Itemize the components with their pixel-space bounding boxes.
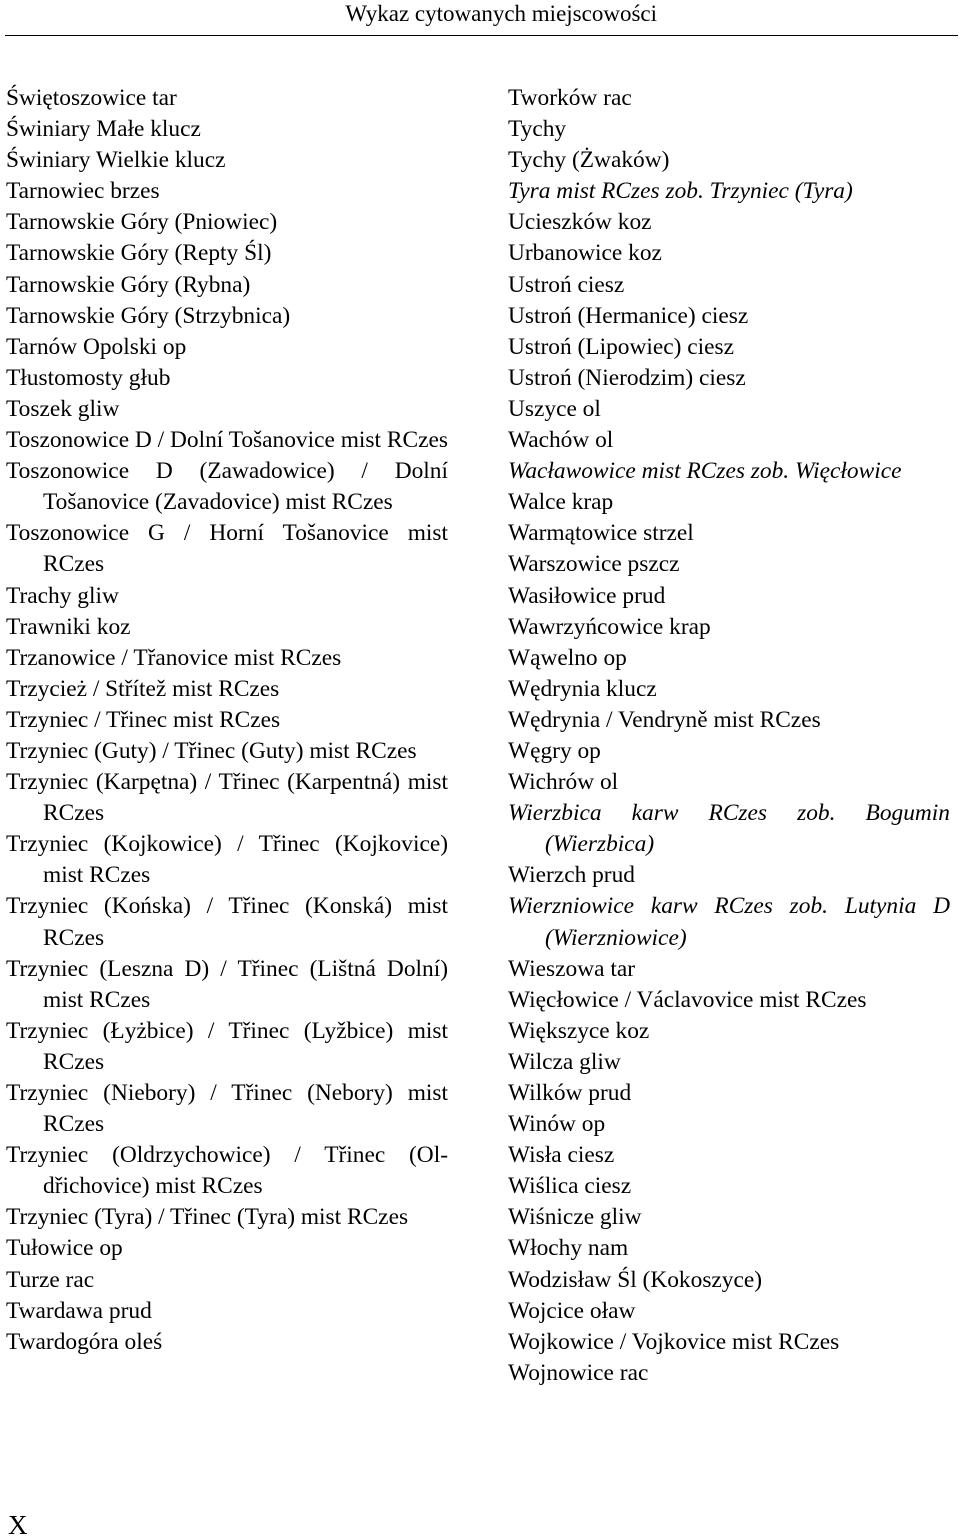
index-entry: Wojnowice rac bbox=[508, 1359, 649, 1386]
index-entry: Trzyniec (Leszna D) / Třinec (Lištná Dolní) mist RCzes bbox=[6, 955, 448, 1013]
index-entry: Świętoszowice tar bbox=[6, 85, 177, 111]
index-entry: Ustroń (Hermanice) ciesz bbox=[508, 302, 749, 329]
index-entry: Wieszowa tar bbox=[508, 955, 635, 982]
index-entry: Trzyniec / Třinec mist RCzes bbox=[6, 706, 281, 733]
index-entry: Tworków rac bbox=[508, 85, 632, 111]
index-entry: Włochy nam bbox=[508, 1235, 629, 1262]
index-entry: Warszowice pszcz bbox=[508, 551, 680, 578]
left-column-index bbox=[6, 83, 448, 1358]
header-rule bbox=[5, 35, 958, 36]
index-entry: Wędrynia klucz bbox=[508, 675, 657, 702]
index-entry: Tarnowiec brzes bbox=[6, 178, 160, 205]
index-entry: Toszonowice D (Zawadowice) / Dolní Tošanovice (Zavadovice) mist RCzes bbox=[6, 458, 448, 516]
page-number: X bbox=[8, 1510, 28, 1540]
index-entry: Winów op bbox=[508, 1111, 606, 1138]
index-entry: Tarnowskie Góry (Rybna) bbox=[6, 271, 251, 298]
index-entry: Twardawa prud bbox=[6, 1297, 152, 1324]
index-entry: Świniary Małe klucz bbox=[6, 116, 201, 143]
index-entry: Wisła ciesz bbox=[508, 1142, 615, 1169]
index-entry: Toszonowice D / Dolní Tošanovice mist RCzes bbox=[6, 427, 448, 454]
index-entry: Wędrynia / Vendryně mist RCzes bbox=[508, 706, 821, 733]
index-entry: Tychy (Żwaków) bbox=[508, 147, 670, 174]
index-entry: Wilcza gliw bbox=[508, 1048, 621, 1075]
index-entry: Tyra mist RCzes zob. Trzyniec (Tyra) bbox=[508, 178, 853, 205]
index-entry: Trzyniec (Karpętna) / Třinec (Karpentná) mist RCzes bbox=[6, 769, 448, 827]
index-entry: Tułowice op bbox=[6, 1235, 123, 1262]
index-entry: Wawrzyńcowice krap bbox=[508, 613, 711, 640]
index-entry: Uszyce ol bbox=[508, 395, 601, 422]
index-entry: Ucieszków koz bbox=[508, 209, 652, 236]
index-entry: Wierzniowice karw RCzes zob. Lutynia D (Wierzniowice) bbox=[508, 893, 950, 951]
index-entry: Większyce koz bbox=[508, 1017, 650, 1044]
index-entry: Warmątowice strzel bbox=[508, 520, 694, 547]
index-entry: Trzyniec (Oldrzychowice) / Třinec (Oldřichovice) mist RCzes bbox=[6, 1142, 448, 1200]
index-entry: Twardogóra oleś bbox=[6, 1328, 163, 1355]
index-entry: Tarnowskie Góry (Pniowiec) bbox=[6, 209, 278, 236]
index-entry: Tarnów Opolski op bbox=[6, 333, 187, 360]
index-entry: Trzanowice / Třanovice mist RCzes bbox=[6, 644, 342, 671]
index-entry: Wasiłowice prud bbox=[508, 582, 666, 609]
index-entry: Wodzisław Śl (Kokoszyce) bbox=[508, 1266, 763, 1293]
index-entry: Świniary Wielkie klucz bbox=[6, 147, 226, 174]
index-entry: Wiślica ciesz bbox=[508, 1173, 632, 1200]
index-entry: Toszek gliw bbox=[6, 395, 120, 422]
index-entry: Toszonowice G / Horní Tošanovice mist RCzes bbox=[6, 520, 448, 578]
index-entry: Wiśnicze gliw bbox=[508, 1204, 642, 1231]
running-head-title: Wykaz cytowanych miejscowości bbox=[345, 1, 657, 26]
index-entry: Trzyniec (Guty) / Třinec (Guty) mist RCzes bbox=[6, 737, 417, 764]
index-entry: Trawniki koz bbox=[6, 613, 131, 640]
index-entry: Tłustomosty głub bbox=[6, 364, 171, 391]
index-entry: Więcłowice / Václavovice mist RCzes bbox=[508, 986, 867, 1013]
index-entry: Ustroń ciesz bbox=[508, 271, 625, 298]
index-entry: Trzyniec (Kojkowice) / Třinec (Kojkovice) mist RCzes bbox=[6, 831, 448, 889]
index-entry: Wacławowice mist RCzes zob. Więcłowice bbox=[508, 458, 902, 485]
index-entry: Wojcice oław bbox=[508, 1297, 636, 1324]
index-entry: Wojkowice / Vojkovice mist RCzes bbox=[508, 1328, 840, 1355]
index-entry: Wichrów ol bbox=[508, 769, 619, 796]
index-entry: Urbanowice koz bbox=[508, 240, 662, 267]
index-entry: Trachy gliw bbox=[6, 582, 119, 609]
index-entry: Węgry op bbox=[508, 737, 601, 764]
index-entry: Tychy bbox=[508, 116, 567, 143]
index-entry: Wachów ol bbox=[508, 427, 614, 454]
index-entry: Ustroń (Lipowiec) ciesz bbox=[508, 333, 735, 360]
index-entry: Ustroń (Nierodzim) ciesz bbox=[508, 364, 746, 391]
index-entry: Wąwelno op bbox=[508, 644, 627, 671]
index-entry: Wierzbica karw RCzes zob. Bogumin (Wierzbica) bbox=[508, 800, 950, 858]
index-entry: Wierzch prud bbox=[508, 862, 635, 889]
index-entry: Wilków prud bbox=[508, 1080, 632, 1106]
index-entry: Walce krap bbox=[508, 489, 614, 516]
index-entry: Trzycież / Střítež mist RCzes bbox=[6, 675, 280, 702]
index-entry: Turze rac bbox=[6, 1266, 95, 1293]
index-entry: Trzyniec (Niebory) / Třinec (Nebory) mist RCzes bbox=[6, 1080, 448, 1138]
index-entry: Trzyniec (Tyra) / Třinec (Tyra) mist RCzes bbox=[6, 1204, 409, 1231]
right-column-index bbox=[508, 83, 950, 1389]
index-entry: Tarnowskie Góry (Strzybnica) bbox=[6, 302, 291, 329]
index-entry: Trzyniec (Końska) / Třinec (Konská) mist RCzes bbox=[6, 893, 448, 951]
index-entry: Trzyniec (Łyżbice) / Třinec (Lyžbice) mist RCzes bbox=[6, 1017, 448, 1075]
index-entry: Tarnowskie Góry (Repty Śl) bbox=[6, 240, 272, 267]
